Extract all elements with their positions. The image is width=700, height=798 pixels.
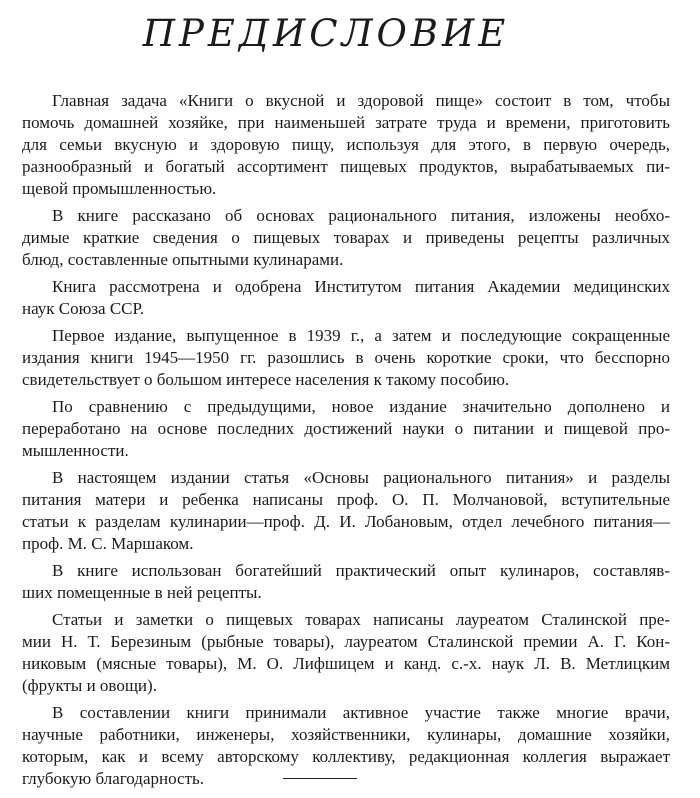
text-line: научные работники, инженеры, хозяйственники, кулинары, домашние хозяйки,	[22, 725, 670, 744]
paragraph	[0, 396, 700, 462]
text-line: свидетельствует о большом интересе населения к такому пособию.	[22, 370, 510, 389]
text-line: проф. М. С. Маршаком.	[22, 534, 194, 553]
text-line: блюд, составленные опытными кулинарами.	[22, 250, 344, 269]
preface-text	[0, 90, 700, 795]
text-line: переработано на основе последних достижений науки о питании и пищевой про-	[22, 419, 670, 438]
paragraph	[0, 609, 700, 697]
text-line: мии Н. Т. Березиным (рыбные товары), лауреатом Сталинской премии А. Г. Кон-	[22, 632, 670, 651]
text-line: помочь домашней хозяйке, при наименьшей затрате труда и времени, приготовить	[22, 113, 670, 132]
text-line: Книга рассмотрена и одобрена Институтом питания Академии медицинских	[52, 277, 670, 296]
paragraph	[0, 90, 700, 200]
text-line: В книге использован богатейший практический опыт кулинаров, составляв-	[52, 561, 670, 580]
paragraph	[0, 325, 700, 391]
text-line: мышленности.	[22, 441, 129, 460]
text-line: Статьи и заметки о пищевых товарах написаны лауреатом Сталинской пре-	[52, 610, 670, 629]
paragraph	[0, 276, 700, 320]
text-line: В составлении книги принимали активное участие также многие врачи,	[52, 703, 670, 722]
text-line: питания матери и ребенка написаны проф. О. П. Молчановой, вступительные	[22, 490, 670, 509]
page-title: ПРЕДИСЛОВИЕ	[142, 12, 510, 55]
text-line: разнообразный и богатый ассортимент пищевых продуктов, вырабатываемых пи-	[22, 157, 670, 176]
text-line: (фрукты и овощи).	[22, 676, 157, 695]
text-line: димые краткие сведения о пищевых товарах и приведены рецепты различных	[22, 228, 670, 247]
text-line: никовым (мясные товары), М. О. Лифшицем и канд. с.-х. наук Л. В. Метлицким	[22, 654, 670, 673]
text-line: В книге рассказано об основах рационального питания, изложены необхо-	[52, 206, 670, 225]
text-line: Первое издание, выпущенное в 1939 г., а затем и последующие сокращенные	[52, 326, 670, 345]
text-line: Главная задача «Книги о вкусной и здоровой пище» состоит в том, чтобы	[52, 91, 670, 110]
text-line: По сравнению с предыдущими, новое издание значительно дополнено и	[52, 397, 670, 416]
text-line: щевой промышленностью.	[22, 179, 217, 198]
paragraph	[0, 467, 700, 555]
text-line: В настоящем издании статья «Основы рационального питания» и разделы	[52, 468, 670, 487]
text-line: ших помещенные в ней рецепты.	[22, 583, 262, 602]
text-line: которым, как и всему авторскому коллективу, редакционная коллегия выражает	[22, 747, 670, 766]
end-rule	[283, 778, 357, 779]
text-line: наук Союза ССР.	[22, 299, 145, 318]
paragraph	[0, 560, 700, 604]
text-line: для семьи вкусную и здоровую пищу, используя для этого, в первую очередь,	[22, 135, 670, 154]
paragraph	[0, 205, 700, 271]
text-line: статьи к разделам кулинарии—проф. Д. И. Лобановым, отдел лечебного питания—	[22, 512, 670, 531]
paragraph	[0, 702, 700, 790]
text-line: глубокую благодарность.	[22, 769, 204, 788]
text-line: издания книги 1945—1950 гг. разошлись в очень короткие сроки, что бесспорно	[22, 348, 670, 367]
